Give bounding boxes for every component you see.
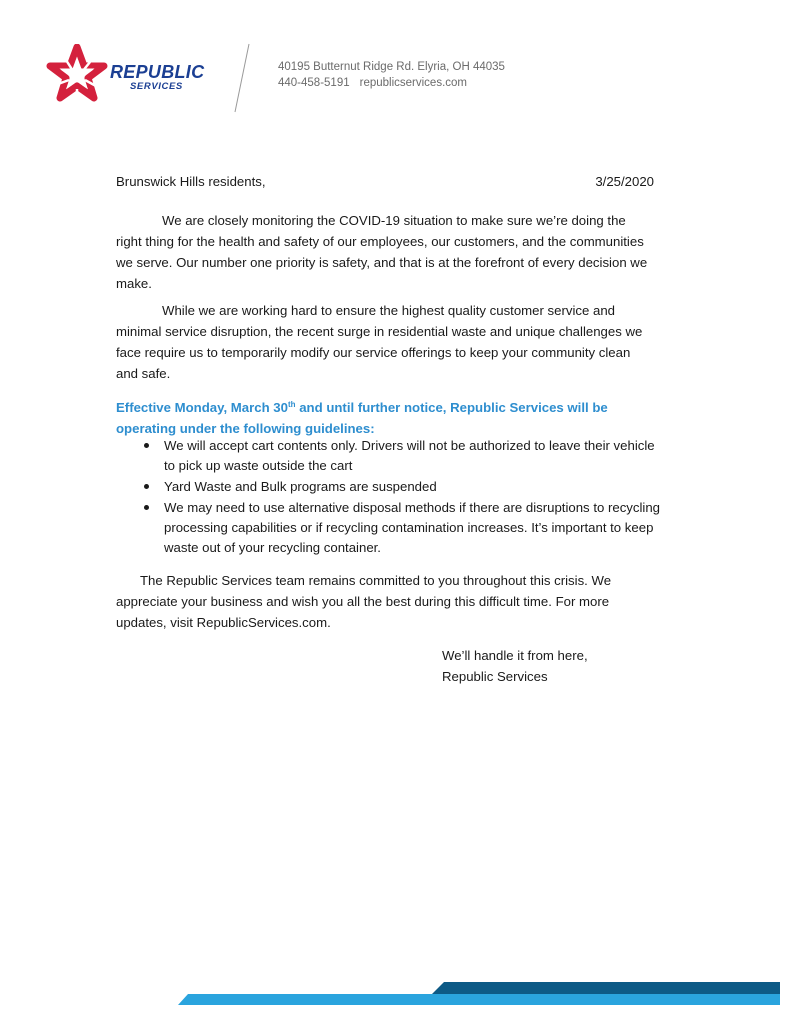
contact-line [278,75,505,91]
headline-superscript: th [287,400,296,409]
website-link[interactable]: republicservices.com [359,77,467,89]
list-item-text: We will accept cart contents only. Drivers will not be authorized to leave their vehicle to pick up waste outside the cart [164,438,655,473]
phone-number: 440-458-5191 [278,77,350,89]
headline-part-2: and until further notice, Republic Services will be operating under the following guidelines: [116,400,608,436]
header-divider [231,42,253,114]
headline-part-1: Effective Monday, March 30 [116,400,288,415]
bullet-icon [144,484,149,489]
letterhead-address-block [278,59,505,91]
signature-name: Republic Services [442,669,548,684]
footer-bar-dark [444,982,780,994]
star-logo-icon [46,44,108,106]
signature-block [442,645,588,687]
bullet-icon [144,505,149,510]
paragraph-2: While we are working hard to ensure the highest quality customer service and minimal service disruption, the recent surge in residential waste and unique challenges we face require us to temporarily modify our service offerings to keep your community clean and safe. [116,303,643,381]
list-item [144,498,664,558]
footer-bar-light [188,994,780,1005]
guidelines-list [144,436,664,559]
list-item-text: Yard Waste and Bulk programs are suspended [164,479,437,494]
salutation: Brunswick Hills residents, [116,174,266,189]
list-item [144,477,664,497]
paragraph-3: The Republic Services team remains committed to you throughout this crisis. We appreciate your business and wish you all the best during this difficult time. For more updates, visit RepublicServices.com. [116,573,612,630]
list-item-text: We may need to use alternative disposal methods if there are disruptions to recycling processing capabilities or if recycling contamination increases. It’s important to keep waste out of your recycling container. [164,500,661,555]
closing-line: We’ll handle it from here, [442,648,588,663]
guidelines-headline [116,397,654,439]
street-address: 40195 Butternut Ridge Rd. Elyria, OH 44035 [278,61,505,73]
letter-date: 3/25/2020 [595,174,654,189]
bullet-icon [144,443,149,448]
paragraph-1: We are closely monitoring the COVID-19 situation to make sure we’re doing the right thing for the health and safety of our employees, our customers, and the communities we serve. Our number one priority is safety, and that is at the forefront of every decision we make. [116,213,648,291]
salutation-row [116,171,654,192]
company-logo [46,44,221,106]
list-item [144,436,664,476]
logo-sub-text: SERVICES [130,81,183,92]
logo-brand-text: REPUBLIC [110,62,205,82]
